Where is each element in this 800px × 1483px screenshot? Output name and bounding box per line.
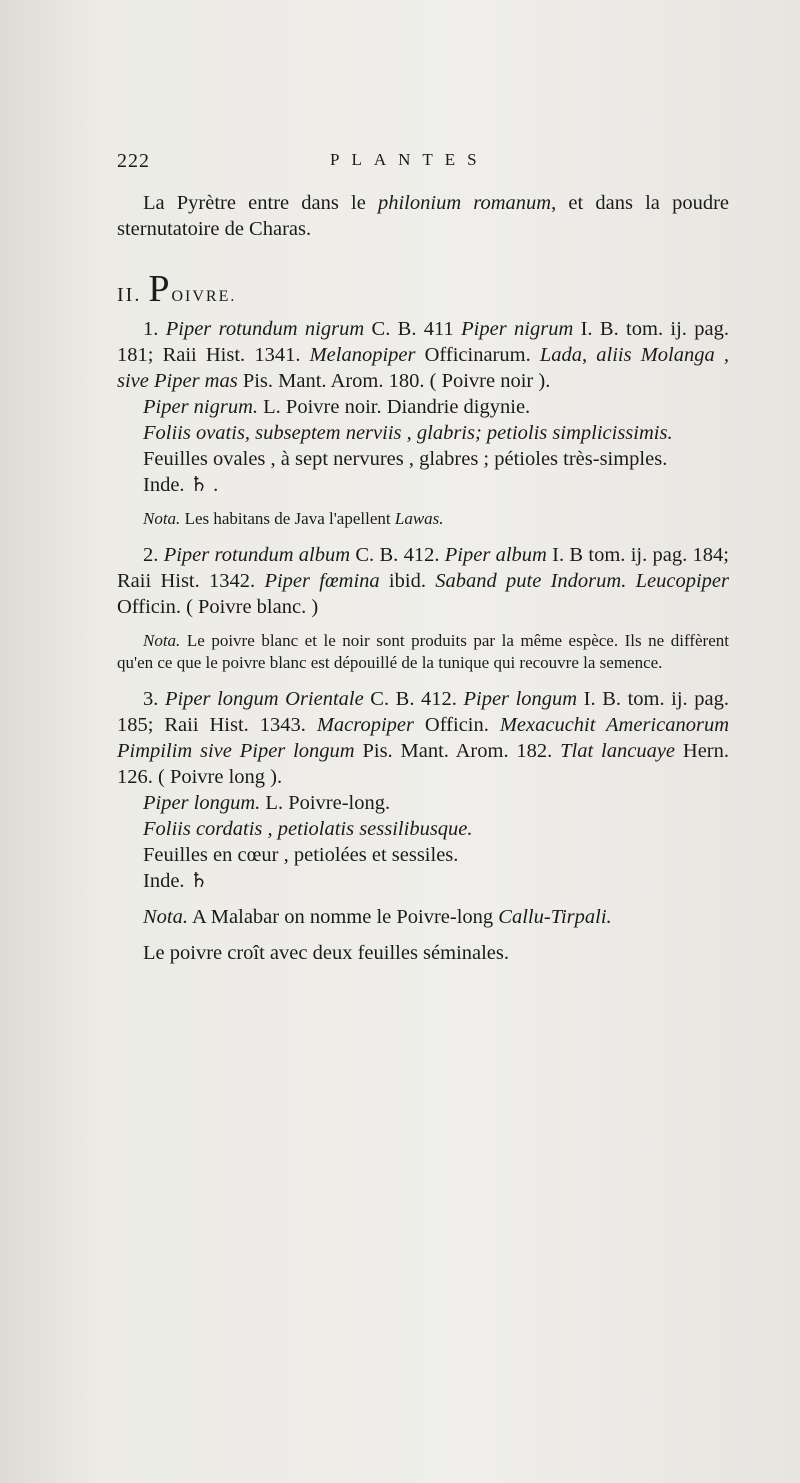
entry-2-name: Piper rotundum album — [163, 544, 351, 566]
entry-3-name: Piper longum Orientale — [164, 688, 364, 710]
intro-italic: philonium romanum — [377, 192, 552, 214]
nota-3-term: Callu-Tirpali. — [498, 906, 612, 928]
page-number: 222 — [117, 150, 150, 172]
entry-2-ref2: I. B tom. ij. pag. 184; Raii Hist. 1342. — [117, 544, 730, 592]
entry-2-syn2: Piper fœmina — [264, 570, 380, 592]
entry-3-syn1: Piper longum — [463, 688, 578, 710]
entry-1-number: 1. — [143, 318, 166, 340]
entry-1-syn4: aliis Molanga , sive Piper mas — [117, 344, 729, 392]
entry-1 — [117, 316, 729, 394]
entry-3-syn2: Macropiper — [316, 714, 414, 736]
intro-text: La Pyrètre entre dans le — [143, 192, 378, 214]
entry-1-ref2: I. B. tom. ij. pag. 181; Raii Hist. 1341. — [117, 318, 729, 366]
entry-3-ref5: Hern. 126. ( Poivre long ). — [117, 740, 729, 788]
entry-2-syn3: Saband pute Indorum. Leucopiper — [435, 570, 729, 592]
french-description-1: Feuilles ovales , à sept nervures , glabres ; pétioles très-simples. — [143, 448, 668, 470]
page-body — [117, 190, 729, 966]
final-line: Le poivre croît avec deux feuilles séminales. — [143, 942, 510, 964]
entry-2-number: 2. — [143, 544, 164, 566]
intro-text-end: , et dans la poudre sternutatoire de Charas. — [117, 192, 729, 240]
entry-1-name: Piper rotundum nigrum — [165, 318, 365, 340]
entry-1-syn3: Lada — [539, 344, 582, 366]
nota-1 — [117, 508, 729, 530]
nota-3-text: A Malabar on nomme le Poivre-long — [188, 906, 499, 928]
entry-2-ref: C. B. 412. — [350, 544, 445, 566]
nota-1-term: Lawas. — [394, 509, 444, 528]
latin-description-1: Foliis ovatis, subseptem nerviis , glabris; petiolis simplicissimis. — [143, 422, 673, 444]
entry-2-ref3: ibid. — [379, 570, 436, 592]
linne-1-name: Piper nigrum. — [143, 396, 259, 418]
entry-1-syn2: Melanopiper — [309, 344, 416, 366]
intro-paragraph — [117, 190, 729, 242]
entry-3-syn4: Tlat lancuaye — [560, 740, 676, 762]
entry-2-syn1: Piper album — [444, 544, 547, 566]
nota-1-label: Nota. — [143, 509, 181, 528]
french-description-3: Feuilles en cœur , petiolées et sessiles. — [143, 844, 459, 866]
linne-3-class: L. Poivre-long. — [260, 792, 391, 814]
entry-1-ref3: Officinarum. — [415, 344, 540, 366]
linne-1 — [117, 394, 729, 420]
nota-3 — [117, 904, 729, 930]
page-header — [117, 150, 737, 180]
entry-1-sep: , — [582, 344, 597, 366]
section-heading — [117, 268, 729, 310]
entry-1-ref: C. B. 411 — [364, 318, 462, 340]
entry-3 — [117, 686, 729, 790]
nota-2-text: Le poivre blanc et le noir sont produits par la même espèce. Ils ne diffèrent qu'en ce que le poivre blanc est dépouillé de la tunique qui recouvre la semence. — [117, 631, 729, 672]
section-title: OIVRE. — [171, 288, 237, 305]
entry-3-ref4: Pis. Mant. Arom. 182. — [354, 740, 561, 762]
linne-3 — [117, 790, 729, 816]
entry-3-number: 3. — [143, 688, 165, 710]
section-numeral: II. — [117, 284, 149, 306]
nota-1-text: Les habitans de Java l'apellent — [180, 509, 395, 528]
origin-3: Inde. ♄ — [143, 870, 209, 892]
linne-3-name: Piper longum. — [143, 792, 261, 814]
entry-3-ref3: Officin. — [413, 714, 500, 736]
latin-description-3: Foliis cordatis , petiolatis sessilibusque. — [143, 818, 473, 840]
entry-2 — [117, 542, 729, 620]
entry-3-ref2: I. B. tom. ij. pag. 185; Raii Hist. 1343. — [117, 688, 729, 736]
linne-1-class: L. Poivre noir. Diandrie digynie. — [258, 396, 531, 418]
nota-3-label: Nota. — [143, 906, 188, 928]
nota-2-label: Nota. — [143, 631, 181, 650]
entry-2-ref4: Officin. ( Poivre blanc. ) — [117, 596, 319, 618]
entry-1-syn1: Piper nigrum — [461, 318, 574, 340]
entry-3-syn3: Mexacuchit Americanorum Pimpilim sive Piper longum — [117, 714, 729, 762]
entry-1-ref4: Pis. Mant. Arom. 180. ( Poivre noir ). — [237, 370, 551, 392]
nota-2 — [117, 630, 729, 674]
running-title: PLANTES — [330, 150, 489, 169]
origin-1: Inde. ♄ . — [143, 474, 219, 496]
entry-3-ref: C. B. 412. — [363, 688, 464, 710]
section-initial: P — [148, 268, 172, 310]
